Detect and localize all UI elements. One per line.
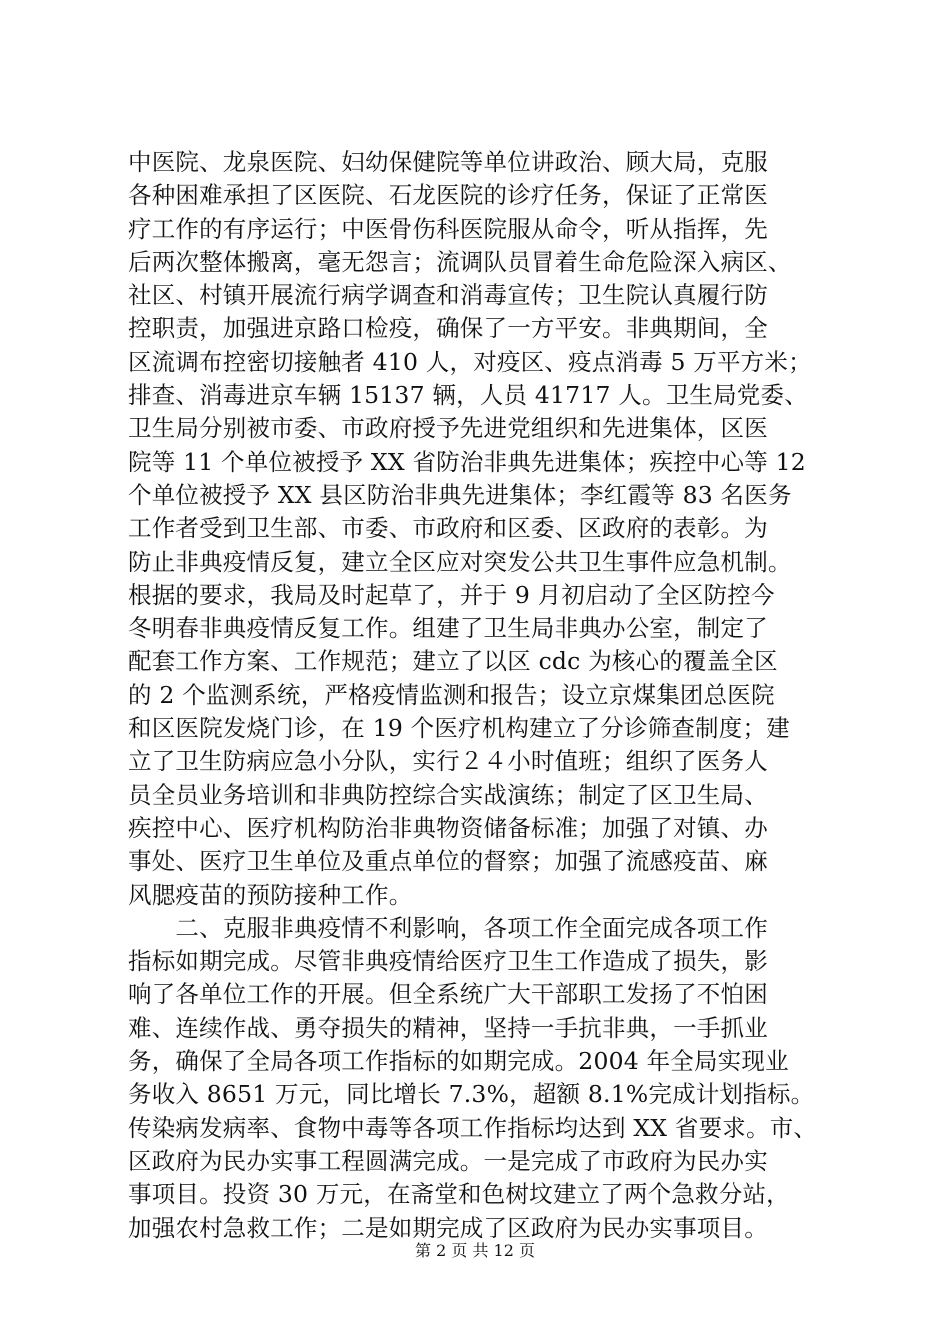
page-number-footer: 第 2 页 共 12 页 [415,1241,535,1260]
text-line: 卫生局分别被市委、市政府授予先进党组织和先进集体，区医 [128,414,768,443]
text-line: 控职责，加强进京路口检疫，确保了一方平安。非典期间，全 [128,314,768,343]
text-line: 社区、村镇开展流行病学调查和消毒宣传；卫生院认真履行防 [128,281,768,310]
text-line: 冬明春非典疫情反复工作。组建了卫生局非典办公室，制定了 [128,614,768,643]
text-line: 务，确保了全局各项工作指标的如期完成。2004 年全局实现业 [128,1047,789,1076]
text-line: 难、连续作战、勇夺损失的精神，坚持一手抗非典，一手抓业 [128,1013,768,1042]
text-line: 事处、医疗卫生单位及重点单位的督察；加强了流感疫苗、麻 [128,847,768,876]
text-line: 配套工作方案、工作规范；建立了以区 cdc 为核心的覆盖全区 [128,647,778,676]
text-line: 事项目。投资 30 万元，在斋堂和色树坟建立了两个急救分站， [128,1180,790,1209]
text-line: 区政府为民办实事工程圆满完成。一是完成了市政府为民办实 [128,1146,768,1175]
text-line: 二、克服非典疫情不利影响，各项工作全面完成各项工作 [128,913,768,942]
text-line: 和区医院发烧门诊，在 19 个医疗机构建立了分诊筛查制度；建 [128,714,790,743]
text-line: 各种困难承担了区医院、石龙医院的诊疗任务，保证了正常医 [128,181,768,210]
text-line: 院等 11 个单位被授予 XX 省防治非典先进集体；疾控中心等 12 [128,447,806,476]
text-line: 防止非典疫情反复，建立全区应对突发公共卫生事件应急机制。 [128,547,792,576]
text-line: 根据的要求，我局及时起草了，并于 9 月初启动了全区防控今 [128,580,775,609]
text-line: 排查、消毒进京车辆 15137 辆，人员 41717 人。卫生局党委、 [128,381,808,410]
document-body [128,146,828,1245]
text-line: 中医院、龙泉医院、妇幼保健院等单位讲政治、顾大局，克服 [128,148,768,176]
text-line: 的 2 个监测系统，严格疫情监测和报告；设立京煤集团总医院 [128,680,775,709]
text-line: 务收入 8651 万元，同比增长 7.3%，超额 8.1%完成计划指标。 [128,1080,815,1109]
text-line: 个单位被授予 XX 县区防治非典先进集体；李红霞等 83 名医务 [128,480,792,509]
text-line: 风腮疫苗的预防接种工作。 [128,880,413,909]
text-line: 加强农村急救工作；二是如期完成了区政府为民办实事项目。 [128,1213,768,1242]
text-line: 传染病发病率、食物中毒等各项工作指标均达到 XX 省要求。市、 [128,1113,818,1142]
text-line: 疾控中心、医疗机构防治非典物资储备标准；加强了对镇、办 [128,813,768,842]
text-line: 工作者受到卫生部、市委、市政府和区委、区政府的表彰。为 [128,514,768,543]
text-line: 后两次整体搬离，毫无怨言；流调队员冒着生命危险深入病区、 [128,247,792,276]
text-line: 响了各单位工作的开展。但全系统广大干部职工发扬了不怕困 [128,980,768,1009]
text-line: 立了卫生防病应急小分队，实行２４小时值班；组织了医务人 [128,747,768,776]
text-line: 员全员业务培训和非典防控综合实战演练；制定了区卫生局、 [128,780,768,809]
text-line: 疗工作的有序运行；中医骨伤科医院服从命令，听从指挥，先 [128,214,768,243]
text-line: 指标如期完成。尽管非典疫情给医疗卫生工作造成了损失，影 [128,947,768,976]
text-line: 区流调布控密切接触者 410 人，对疫区、疫点消毒 5 万平方米； [128,347,812,376]
